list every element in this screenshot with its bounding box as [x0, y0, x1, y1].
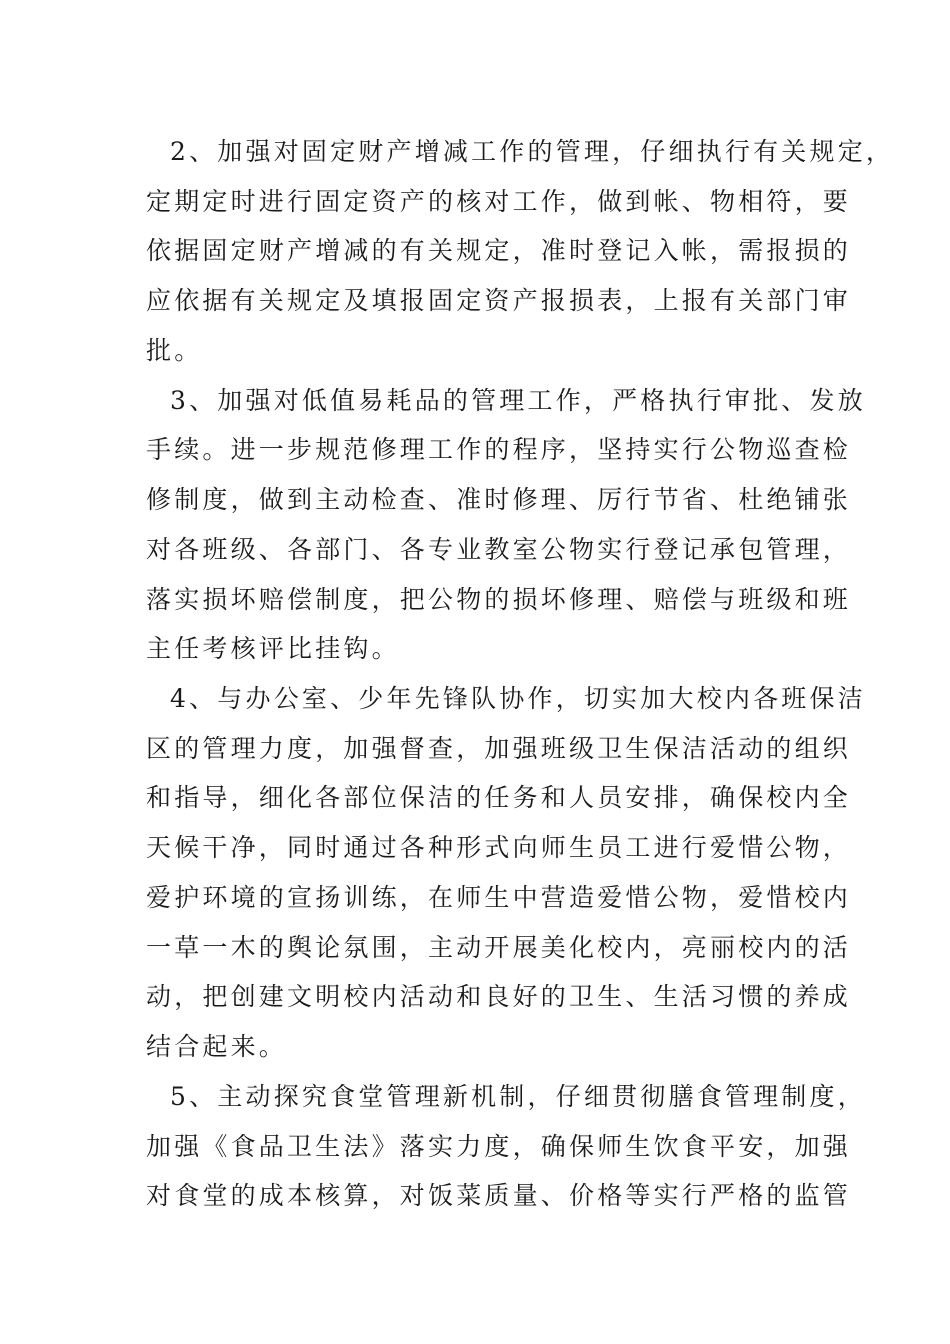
text-line: 结合起来。 [146, 1032, 288, 1061]
text-line: 应依据有关规定及填报固定资产报损表，上报有关部门审 [146, 286, 852, 315]
text-line: 对各班级、各部门、各专业教室公物实行登记承包管理， [146, 535, 852, 564]
text-line: 2、加强对固定财产增减工作的管理，仔细执行有关规定， [170, 137, 895, 166]
text-line: 一草一木的舆论氛围，主动开展美化校内，亮丽校内的活 [146, 933, 852, 962]
text-line: 依据固定财产增减的有关规定，准时登记入帐，需报损的 [146, 236, 852, 265]
text-line: 主任考核评比挂钩。 [146, 634, 400, 663]
text-line: 对食堂的成本核算，对饭菜质量、价格等实行严格的监管 [146, 1181, 852, 1210]
text-line: 定期定时进行固定资产的核对工作，做到帐、物相符，要 [146, 187, 852, 216]
text-line: 批。 [146, 336, 203, 365]
text-line: 加强《食品卫生法》落实力度，确保师生饮食平安，加强 [146, 1132, 852, 1161]
text-line: 3、加强对低值易耗品的管理工作，严格执行审批、发放 [170, 386, 866, 415]
text-line: 和指导，细化各部位保洁的任务和人员安排，确保校内全 [146, 783, 852, 812]
text-line: 区的管理力度，加强督查，加强班级卫生保洁活动的组织 [146, 734, 852, 763]
text-line: 动，把创建文明校内活动和良好的卫生、生活习惯的养成 [146, 982, 852, 1011]
text-line: 4、与办公室、少年先锋队协作，切实加大校内各班保洁 [170, 684, 866, 713]
text-line: 5、主动探究食堂管理新机制，仔细贯彻膳食管理制度， [170, 1082, 866, 1111]
text-line: 手续。进一步规范修理工作的程序，坚持实行公物巡查检 [146, 435, 852, 464]
text-line: 爱护环境的宣扬训练，在师生中营造爱惜公物，爱惜校内 [146, 883, 852, 912]
text-line: 修制度，做到主动检查、准时修理、厉行节省、杜绝铺张 [146, 485, 852, 514]
text-line: 天候干净，同时通过各种形式向师生员工进行爱惜公物， [146, 833, 852, 862]
text-line: 落实损坏赔偿制度，把公物的损坏修理、赔偿与班级和班 [146, 585, 852, 614]
